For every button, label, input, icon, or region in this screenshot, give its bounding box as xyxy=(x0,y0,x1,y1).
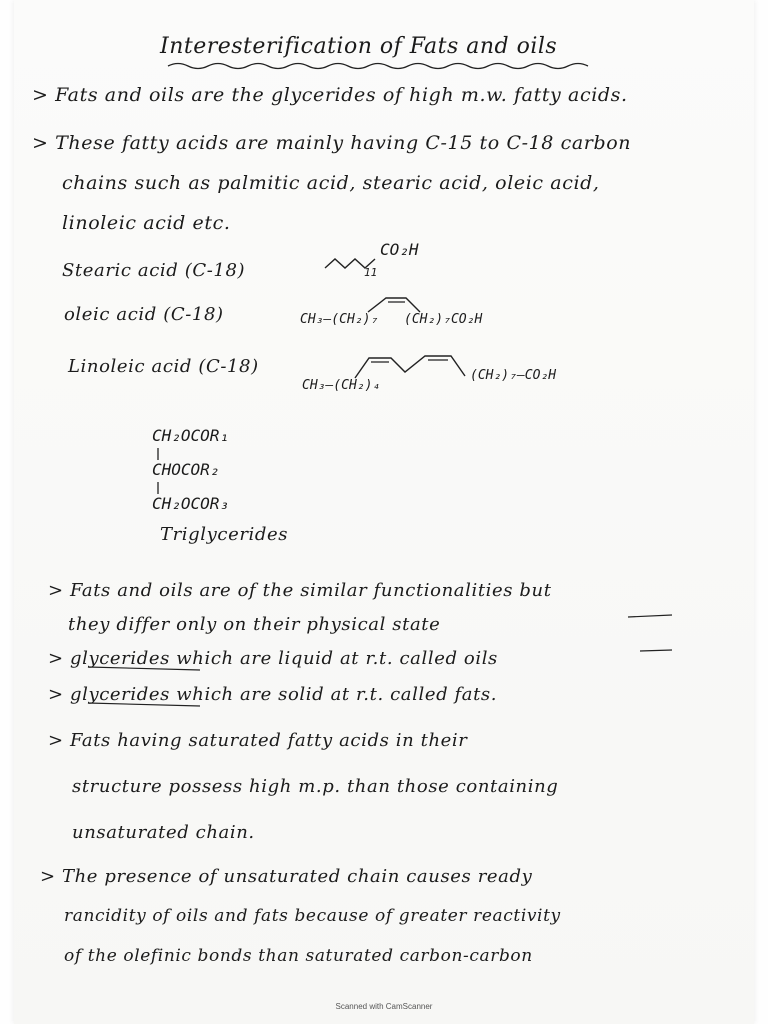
page-title: Interesterification of Fats and oils xyxy=(160,34,558,59)
triglyceride-row-1: CH₂OCOR₁ xyxy=(152,426,230,445)
triglyceride-row-3: CH₂OCOR₃ xyxy=(152,494,230,513)
point-line-3: > glycerides which are liquid at r.t. called oils xyxy=(48,648,498,669)
point-line-1: > Fats and oils are of the similar functionalities but xyxy=(48,580,552,601)
oleic-double-bond xyxy=(368,298,420,312)
oleic-label: oleic acid (C-18) xyxy=(64,304,224,325)
stearic-label: Stearic acid (C-18) xyxy=(62,260,246,281)
triglyceride-row-2: CHOCOR₂ xyxy=(152,460,220,479)
text-line-4: linoleic acid etc. xyxy=(62,212,231,234)
title-underline xyxy=(168,64,588,69)
triglyceride-label: Triglycerides xyxy=(160,524,289,545)
oleic-formula-left: CH₃–(CH₂)₇ xyxy=(300,312,379,327)
stearic-formula: CO₂H xyxy=(380,240,419,259)
point-line-2: they differ only on their physical state xyxy=(68,614,441,635)
linoleic-formula-right: (CH₂)₇–CO₂H xyxy=(470,368,557,383)
stearic-subscript: 11 xyxy=(364,266,378,279)
point-line-10: of the olefinic bonds than saturated carbon-carbon xyxy=(64,946,533,966)
point-line-6: structure possess high m.p. than those containing xyxy=(72,776,559,797)
text-line-2: > These fatty acids are mainly having C-15 to C-18 carbon xyxy=(32,132,632,154)
scanner-watermark: Scanned with CamScanner xyxy=(335,1002,433,1011)
point-line-4: > glycerides which are solid at r.t. called fats. xyxy=(48,684,498,705)
linoleic-formula-left: CH₃–(CH₂)₄ xyxy=(302,378,381,393)
point-line-8: > The presence of unsaturated chain causes ready xyxy=(40,866,533,887)
oleic-formula-right: (CH₂)₇CO₂H xyxy=(404,312,483,327)
linoleic-double-bonds xyxy=(355,356,465,378)
text-line-1: > Fats and oils are the glycerides of high m.w. fatty acids. xyxy=(32,84,628,106)
point-line-9: rancidity of oils and fats because of greater reactivity xyxy=(64,906,561,926)
point-line-5: > Fats having saturated fatty acids in their xyxy=(48,730,468,751)
point-line-7: unsaturated chain. xyxy=(72,822,255,843)
text-line-3: chains such as palmitic acid, stearic acid, oleic acid, xyxy=(62,172,600,194)
linoleic-label: Linoleic acid (C-18) xyxy=(68,356,259,377)
